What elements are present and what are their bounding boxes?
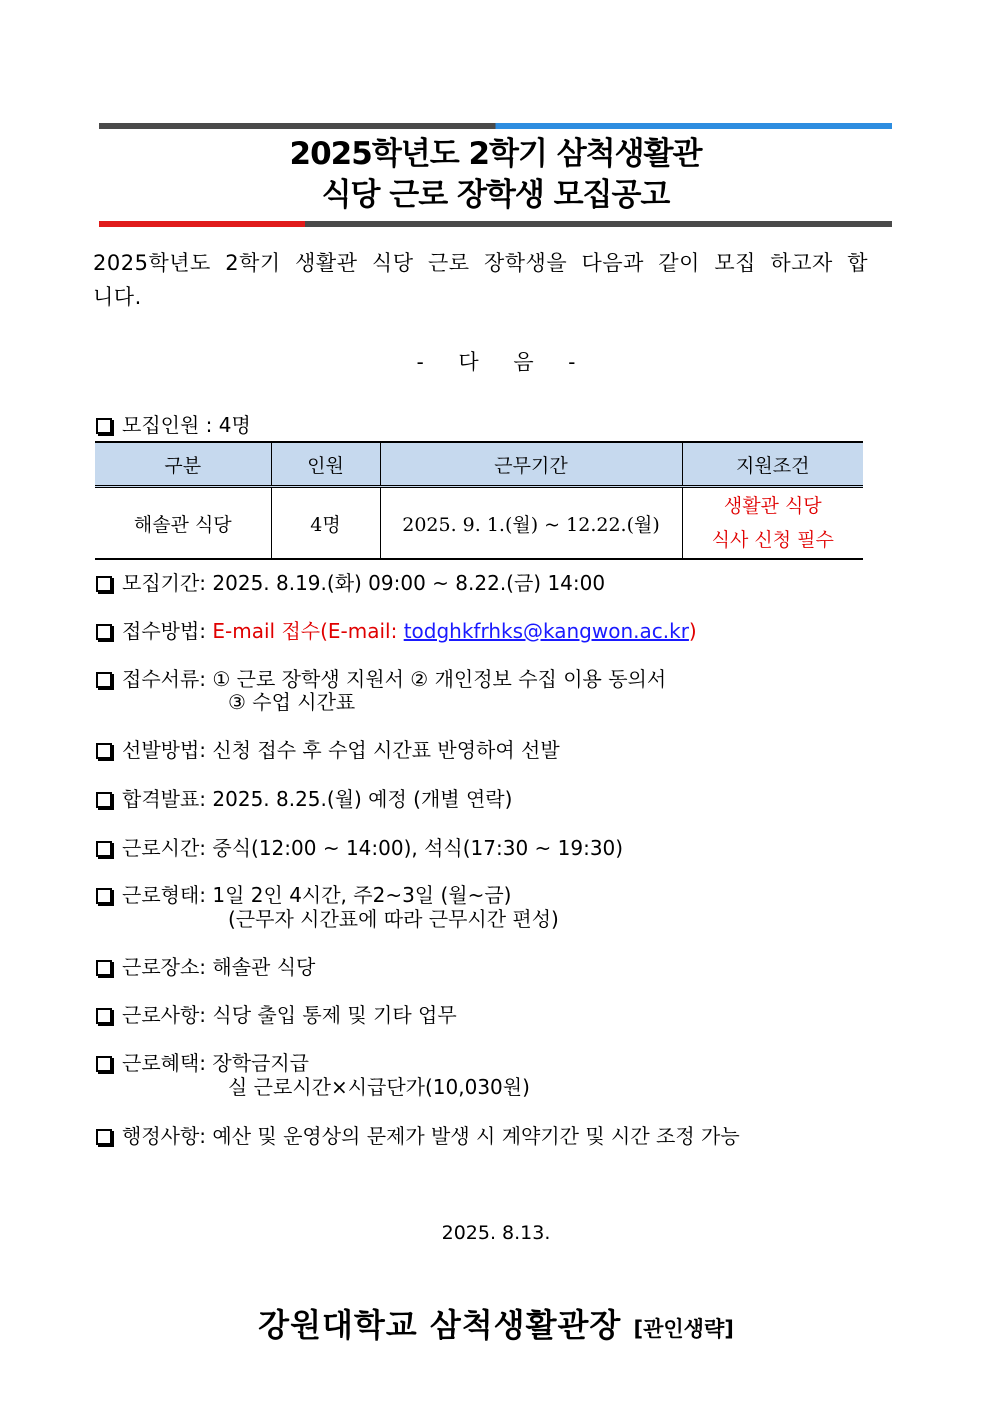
selection-value: 신청 접수 후 수업 시간표 반영하여 선발: [212, 738, 560, 762]
title-top-bar: [99, 123, 892, 129]
checkbox-square-icon: [96, 743, 112, 759]
recruit-count-text: 모집인원 : 4명: [122, 413, 251, 437]
method-label: 접수방법:: [122, 619, 207, 643]
hours-label: 근로시간:: [122, 836, 207, 860]
admin-value: 예산 및 운영상의 문제가 발생 시 계약기간 및 시간 조정 가능: [212, 1124, 740, 1148]
table-cell-period: 2025. 9. 1.(월) ~ 12.22.(월): [380, 487, 682, 560]
section-documents: [96, 667, 666, 691]
announcement-value: 2025. 8.25.(월) 예정 (개별 연락): [212, 787, 513, 811]
work-place-value: 해솔관 식당: [212, 955, 316, 979]
signature-name: 강원대학교 삼척생활관장: [258, 1306, 622, 1344]
table-row: [95, 487, 863, 560]
table-header-cell: 근무기간: [380, 442, 682, 487]
condition-line-1: 생활관 식당: [723, 495, 822, 517]
method-value-suffix: ): [688, 619, 697, 643]
checkbox-square-icon: [96, 792, 112, 808]
page-title: [99, 134, 892, 216]
section-announcement: [96, 787, 512, 811]
recruit-table: [95, 441, 863, 560]
table-cell-condition: [682, 487, 863, 560]
checkbox-square-icon: [96, 1056, 112, 1072]
center-heading: - 다 음 -: [416, 350, 576, 374]
period-label: 모집기간:: [122, 571, 207, 595]
checkbox-square-icon: [96, 888, 112, 904]
hours-value: 중식(12:00 ~ 14:00), 석식(17:30 ~ 19:30): [212, 836, 624, 860]
method-value-prefix: E-mail 접수(E-mail:: [212, 619, 404, 643]
benefit-label: 근로혜택:: [122, 1051, 207, 1075]
section-recruit-count: [96, 413, 251, 437]
intro-paragraph: 2025학년도 2학기 생활관 식당 근로 장학생을 다음과 같이 모집 하고자 합니다.: [93, 251, 868, 309]
table-header-cell: 구분: [95, 442, 271, 487]
work-type-label: 근로형태:: [122, 883, 207, 907]
benefit-line-1: 장학금지급: [212, 1051, 309, 1075]
section-work-place: [96, 955, 315, 979]
checkbox-square-icon: [96, 418, 112, 434]
seal-note: [관인생략]: [633, 1317, 734, 1341]
work-place-label: 근로장소:: [122, 955, 207, 979]
duties-label: 근로사항:: [122, 1003, 207, 1027]
documents-line-2: ③ 수업 시간표: [228, 690, 356, 714]
table-cell-count: 4명: [271, 487, 380, 560]
benefit-line-2: 실 근로시간×시급단가(10,030원): [228, 1075, 530, 1099]
checkbox-square-icon: [96, 576, 112, 592]
title-bottom-bar: [99, 221, 892, 227]
work-type-line-1: 1일 2인 4시간, 주2~3일 (월~금): [212, 883, 512, 907]
checkbox-square-icon: [96, 1129, 112, 1145]
checkbox-square-icon: [96, 960, 112, 976]
section-admin: [96, 1124, 740, 1148]
table-header-cell: 지원조건: [682, 442, 863, 487]
checkbox-square-icon: [96, 624, 112, 640]
section-duties: [96, 1003, 457, 1027]
duties-value: 식당 출입 통제 및 기타 업무: [212, 1003, 457, 1027]
section-hours: [96, 836, 623, 860]
title-line-1: 2025학년도 2학기 삼척생활관: [289, 136, 702, 172]
condition-line-2: 식사 신청 필수: [711, 529, 834, 551]
section-period: [96, 571, 605, 595]
announcement-label: 합격발표:: [122, 787, 207, 811]
section-benefit: [96, 1051, 309, 1075]
table-header-cell: 인원: [271, 442, 380, 487]
checkbox-square-icon: [96, 841, 112, 857]
checkbox-square-icon: [96, 672, 112, 688]
period-value: 2025. 8.19.(화) 09:00 ~ 8.22.(금) 14:00: [212, 571, 606, 595]
checkbox-square-icon: [96, 1008, 112, 1024]
title-line-2: 식당 근로 장학생 모집공고: [321, 177, 670, 213]
table-cell-place: 해솔관 식당: [95, 487, 271, 560]
selection-label: 선발방법:: [122, 738, 207, 762]
section-method: [96, 619, 697, 643]
documents-line-1: ① 근로 장학생 지원서 ② 개인정보 수집 이용 동의서: [212, 667, 667, 691]
signature: [0, 1300, 992, 1346]
admin-label: 행정사항:: [122, 1124, 207, 1148]
email-link[interactable]: todghkfrhks@kangwon.ac.kr: [403, 619, 689, 643]
work-type-line-2: (근무자 시간표에 따라 근무시간 편성): [228, 907, 559, 931]
documents-label: 접수서류:: [122, 667, 207, 691]
notice-date: 2025. 8.13.: [441, 1222, 551, 1244]
section-work-type: [96, 883, 511, 907]
section-selection: [96, 738, 560, 762]
table-header-row: [95, 442, 863, 487]
